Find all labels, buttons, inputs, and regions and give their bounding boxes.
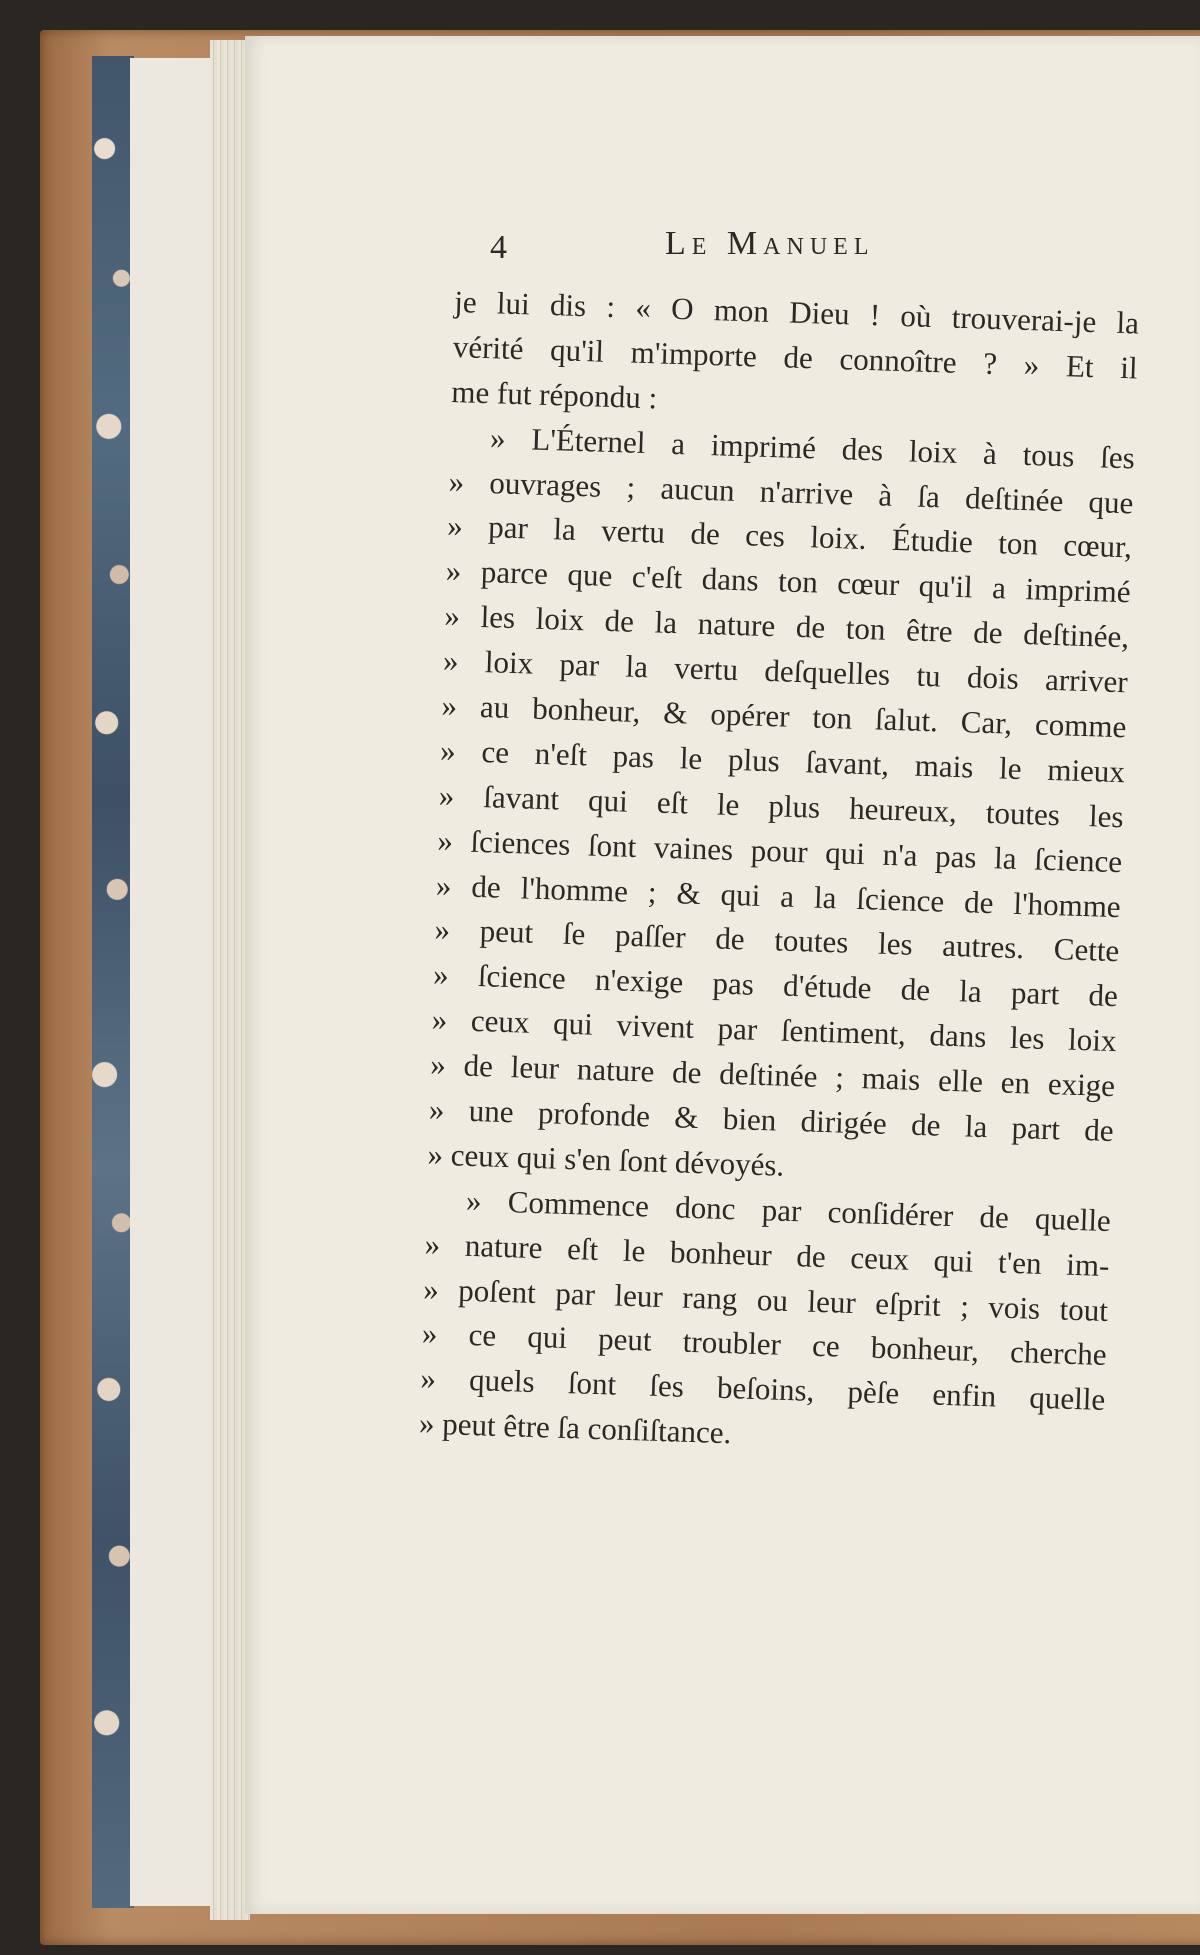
text-line: » les loix de la nature de ton être de deſtinée, — [443, 598, 1130, 655]
text-line: » par la vertu de ces loix. Étudie ton cœur, — [446, 508, 1133, 565]
text-line: » ceux qui s'en ſont dévoyés. — [426, 1136, 785, 1183]
text-line: » Commence donc par conſidérer de quelle — [465, 1182, 1112, 1238]
page-edges — [210, 40, 250, 1920]
text-line: » L'Éternel a imprimé des loix à tous ſes — [489, 419, 1136, 476]
text-line: je lui dis : « O mon Dieu ! où trouverai-je la — [453, 283, 1140, 341]
text-line: » peut être ſa conſiſtance. — [418, 1405, 732, 1451]
paragraph — [418, 1177, 1111, 1468]
text-line: » une profonde & bien dirigée de la part de — [428, 1091, 1115, 1149]
text-line: » nature eſt le bonheur de ceux qui t'en im- — [424, 1226, 1110, 1283]
text-line: » ce n'eſt pas le plus ſavant, mais le mieux — [439, 732, 1126, 790]
paragraph — [451, 280, 1140, 436]
text-line: » ſavant qui eſt le plus heureux, toutes les — [438, 777, 1125, 835]
text-line: » au bonheur, & opérer ton ſalut. Car, comme — [441, 687, 1127, 745]
text-line: » de leur nature de deſtinée ; mais elle en exige — [429, 1046, 1116, 1104]
text-line: » ce qui peut troubler ce bonheur, cherche — [421, 1315, 1108, 1373]
marbled-endpaper — [92, 56, 134, 1908]
text-line: » peut ſe paſſer de toutes les autres. Cette — [434, 912, 1120, 969]
text-line: » ſcience n'exige pas d'étude de la part de — [432, 957, 1119, 1014]
text-line: » ſciences ſont vaines pour qui n'a pas la ſcience — [436, 822, 1123, 879]
text-line: » ceux qui vivent par ſentiment, dans les loix — [431, 1001, 1117, 1059]
text-line: » poſent par leur rang ou leur eſprit ; vois tout — [422, 1271, 1109, 1328]
text-line: » loix par la vertu deſquelles tu dois arriver — [442, 642, 1129, 700]
page-number: 4 — [490, 229, 507, 266]
body-text — [418, 280, 1139, 1468]
text-line: » ouvrages ; aucun n'arrive à ſa deſtinée que — [448, 463, 1134, 520]
text-line: » parce que c'eſt dans ton cœur qu'il a imprimé — [445, 553, 1132, 610]
text-line: » quels ſont ſes beſoins, pèſe enfin quelle — [419, 1360, 1106, 1418]
paragraph — [427, 415, 1136, 1199]
text-line: me fut répondu : — [450, 373, 658, 416]
running-head-title: Le Manuel — [665, 225, 875, 262]
text-line: » de l'homme ; & qui a la ſcience de l'homme — [435, 867, 1122, 924]
text-line: vérité qu'il m'importe de connoître ? » Et il — [452, 328, 1139, 386]
